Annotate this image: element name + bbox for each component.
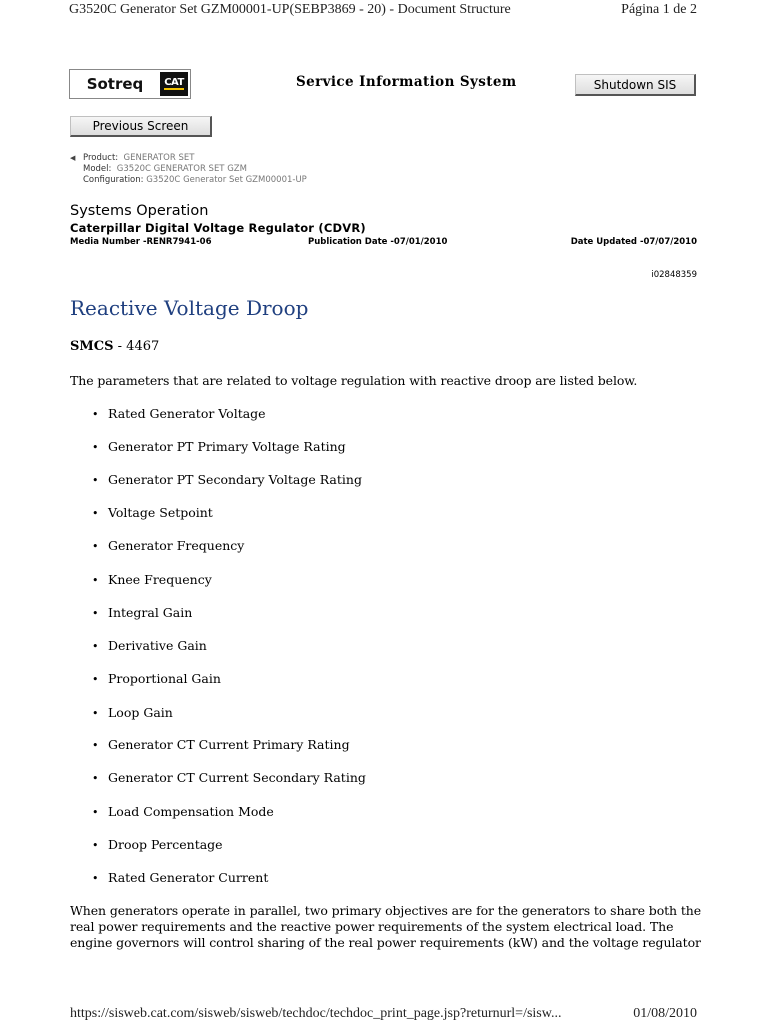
footer-date: 01/08/2010 <box>633 1006 697 1021</box>
bullet-icon: • <box>92 806 99 819</box>
bullet-icon: • <box>92 441 99 454</box>
list-item <box>92 770 366 785</box>
bullet-icon: • <box>92 673 99 686</box>
list-item-text: Generator Frequency <box>108 538 245 553</box>
list-item-text: Knee Frequency <box>108 572 212 587</box>
product-value: GENERATOR SET <box>123 153 195 163</box>
list-item <box>92 870 268 885</box>
list-item-text: Integral Gain <box>108 605 193 620</box>
parallel-operation-paragraph <box>70 903 700 951</box>
bullet-icon: • <box>92 408 99 421</box>
media-number: Media Number -RENR7941-06 <box>70 237 212 247</box>
list-item <box>92 671 221 686</box>
previous-screen-button[interactable]: Previous Screen <box>70 116 212 137</box>
list-item <box>92 505 213 520</box>
bullet-icon: • <box>92 839 99 852</box>
model-label: Model: <box>83 164 112 174</box>
paragraph-line: real power requirements and the reactive power requirements of the system electrical load. The <box>70 919 674 934</box>
bullet-icon: • <box>92 640 99 653</box>
cat-logo-text: CAT <box>164 77 184 88</box>
bullet-icon: • <box>92 739 99 752</box>
document-title: G3520C Generator Set GZM00001-UP(SEBP3869 - 20) - Document Structure <box>69 2 511 17</box>
collapse-triangle-icon[interactable]: ◀ <box>70 154 76 162</box>
list-item <box>92 737 350 752</box>
publication-date: Publication Date -07/01/2010 <box>308 237 448 247</box>
paragraph-line: When generators operate in parallel, two primary objectives are for the generators to share both the <box>70 903 702 918</box>
bullet-icon: • <box>92 474 99 487</box>
list-item <box>92 605 192 620</box>
list-item <box>92 705 173 720</box>
configuration-value: G3520C Generator Set GZM00001-UP <box>146 175 307 185</box>
list-item-text: Voltage Setpoint <box>108 505 213 520</box>
list-item <box>92 638 207 653</box>
list-item-text: Generator CT Current Primary Rating <box>108 737 350 752</box>
document-subtitle: Caterpillar Digital Voltage Regulator (CDVR) <box>70 221 366 235</box>
smcs-code <box>70 339 159 354</box>
configuration-label: Configuration: <box>83 175 144 185</box>
footer-url: https://sisweb.cat.com/sisweb/sisweb/techdoc/techdoc_print_page.jsp?returnurl=/sisw... <box>70 1006 562 1021</box>
bullet-icon: • <box>92 574 99 587</box>
product-row <box>83 153 194 164</box>
sotreq-logo-text: Sotreq <box>86 75 144 93</box>
list-item <box>92 406 266 421</box>
page-title: Reactive Voltage Droop <box>70 296 309 320</box>
list-item-text: Rated Generator Current <box>108 870 269 885</box>
bullet-icon: • <box>92 772 99 785</box>
service-information-system-title: Service Information System <box>296 74 517 90</box>
list-item-text: Droop Percentage <box>108 837 223 852</box>
list-item-text: Rated Generator Voltage <box>108 406 266 421</box>
list-item <box>92 439 346 454</box>
systems-operation-heading: Systems Operation <box>70 203 209 219</box>
list-item-text: Load Compensation Mode <box>108 804 274 819</box>
bullet-icon: • <box>92 540 99 553</box>
list-item-text: Loop Gain <box>108 705 173 720</box>
page-number: Página 1 de 2 <box>621 2 697 17</box>
list-item <box>92 804 274 819</box>
bullet-icon: • <box>92 707 99 720</box>
list-item <box>92 472 362 487</box>
sotreq-cat-logo <box>69 69 191 99</box>
intro-paragraph: The parameters that are related to voltage regulation with reactive droop are listed below. <box>70 373 638 388</box>
list-item-text: Generator PT Secondary Voltage Rating <box>108 472 362 487</box>
configuration-row <box>83 175 307 186</box>
shutdown-sis-button[interactable]: Shutdown SIS <box>575 74 696 96</box>
bullet-icon: • <box>92 872 99 885</box>
paragraph-line: engine governors will control sharing of the real power requirements (kW) and the voltage regulator <box>70 935 701 950</box>
list-item-text: Generator PT Primary Voltage Rating <box>108 439 346 454</box>
model-value: G3520C GENERATOR SET GZM <box>116 164 247 174</box>
smcs-value: - 4467 <box>113 339 160 354</box>
list-item <box>92 837 223 852</box>
smcs-label: SMCS <box>70 339 114 354</box>
product-label: Product: <box>83 153 119 163</box>
list-item-text: Proportional Gain <box>108 671 221 686</box>
date-updated: Date Updated -07/07/2010 <box>570 237 697 247</box>
list-item <box>92 572 212 587</box>
list-item <box>92 538 244 553</box>
model-row <box>83 164 247 175</box>
bullet-icon: • <box>92 607 99 620</box>
cat-logo-icon <box>160 72 188 96</box>
list-item-text: Generator CT Current Secondary Rating <box>108 770 366 785</box>
document-id: i02848359 <box>651 270 697 280</box>
list-item-text: Derivative Gain <box>108 638 207 653</box>
bullet-icon: • <box>92 507 99 520</box>
